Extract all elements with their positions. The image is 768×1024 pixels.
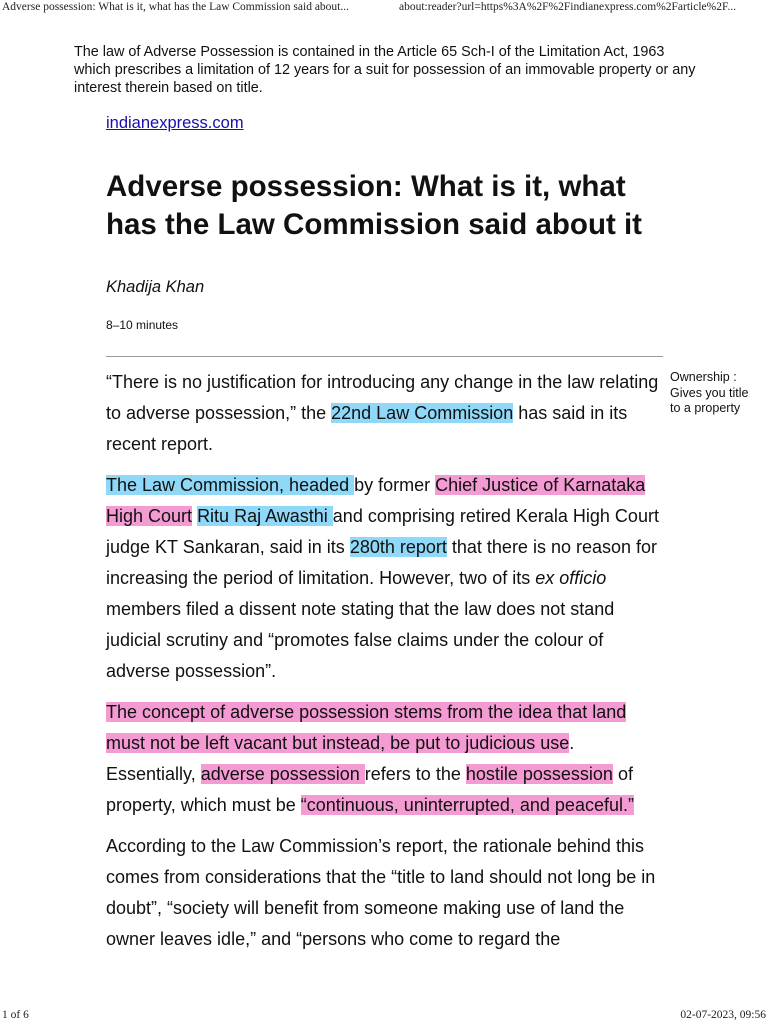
paragraph-1: [106, 367, 666, 460]
top-note: The law of Adverse Possession is contained in the Article 65 Sch-I of the Limitation Act, 1963 which prescribes a limitation of 12 years for a suit for possession of an immovable property or any interest therein based on title.: [74, 44, 696, 96]
paragraph-2: [106, 470, 666, 687]
text-span: . Essentially,: [106, 733, 575, 784]
margin-note: Ownership : Gives you title to a property: [670, 370, 749, 415]
highlight-blue: Ritu Raj Awasthi: [197, 506, 333, 526]
read-time: 8–10 minutes: [106, 318, 179, 332]
text-span: “There is no justification for introducing any change in the law relating to adverse possession,” the: [106, 372, 659, 423]
text-span: of property, which must be: [106, 764, 633, 815]
page-number: 1 of 6: [2, 1009, 29, 1021]
print-footer: [0, 1007, 768, 1023]
print-datetime: 02-07-2023, 09:56: [680, 1009, 766, 1021]
highlight-pink: Chief Justice of Karnataka High Court: [106, 475, 646, 526]
print-header-url: about:reader?url=https%3A%2F%2Findianexpress.com%2Farticle%2F...: [399, 1, 737, 13]
text-span: and comprising retired Kerala High Court judge KT Sankaran, said in its: [106, 506, 659, 557]
italic-term: ex officio: [535, 568, 607, 588]
text-span: members filed a dissent note stating that the law does not stand judicial scrutiny and “promotes false claims under the colour of adverse possession”.: [106, 599, 615, 681]
print-header: [0, 0, 768, 16]
highlight-pink: adverse possession: [200, 764, 365, 784]
highlight-pink: hostile possession: [465, 764, 613, 784]
highlight-blue: The Law Commission, headed: [106, 475, 355, 495]
text-span: by former: [354, 475, 436, 495]
source-domain-link[interactable]: indianexpress.com: [106, 114, 244, 132]
highlight-blue: 22nd Law Commission: [331, 403, 514, 423]
divider: [106, 356, 663, 357]
highlight-pink: The concept of adverse possession stems from the idea that land must not be left vacant but instead, be put to judicious use: [106, 702, 627, 753]
article-title: Adverse possession: What is it, what has the Law Commission said about it: [106, 170, 642, 241]
author-byline: Khadija Khan: [106, 278, 205, 296]
print-header-title: Adverse possession: What is it, what has the Law Commission said about...: [2, 1, 349, 13]
article-body: [106, 367, 666, 965]
paragraph-4: According to the Law Commission’s report, the rationale behind this comes from considerations that the “title to land should not long be in doubt”, “society will benefit from someone making use of land the owner leaves idle,” and “persons who come to regard the: [106, 836, 656, 949]
text-span: that there is no reason for increasing the period of limitation. However, two of its: [106, 537, 658, 588]
text-span: has said in its recent report.: [106, 403, 628, 454]
highlight-blue: 280th report: [349, 537, 447, 557]
highlight-pink: “continuous, uninterrupted, and peaceful.”: [300, 795, 634, 815]
text-span: refers to the: [364, 764, 466, 784]
paragraph-3: [106, 697, 666, 821]
